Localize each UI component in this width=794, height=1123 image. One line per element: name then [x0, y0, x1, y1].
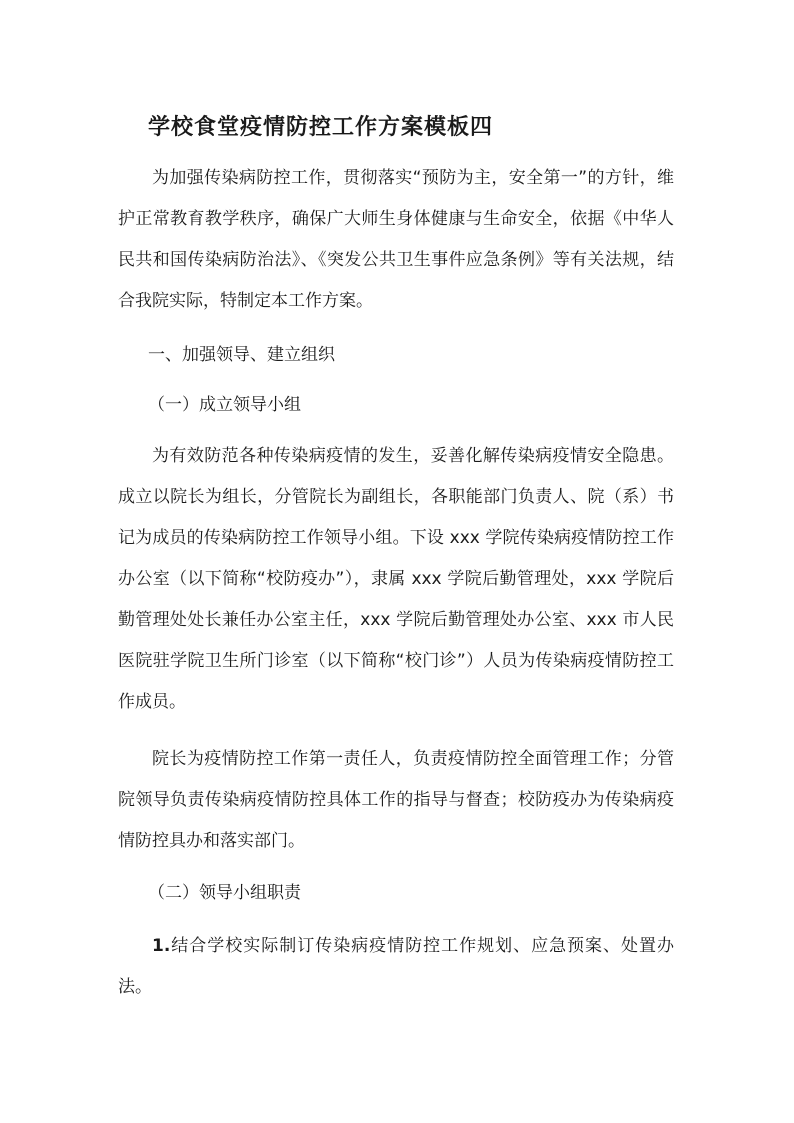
- list-item-number: 1.: [152, 936, 171, 956]
- leadership-group-paragraph: 为有效防范各种传染病疫情的发生，妥善化解传染病疫情安全隐患。成立以院长为组长，分管院长为副组长，各职能部门负责人、院（系）书记为成员的传染病防控工作领导小组。下设 xxx 学院传染病疫情防控工作办公室（以下简称“校防疫办”），隶属 xxx 学院后勤管理处，xxx 学院后勤管理处处长兼任办公室主任，xxx 学院后勤管理处办公室、xxx 市人民医院驻学院卫生所门诊室（以下简称“校门诊”）人员为传染病疫情防控工作成员。: [118, 446, 674, 712]
- subsection-heading-1: （一）成立领导小组: [148, 395, 301, 415]
- section-heading-1: 一、加强领导、建立组织: [148, 345, 335, 365]
- subsection-heading-2: （二）领导小组职责: [148, 883, 301, 903]
- responsibility-paragraph: 院长为疫情防控工作第一责任人，负责疫情防控全面管理工作；分管院领导负责传染病疫情防控具体工作的指导与督查；校防疫办为传染病疫情防控具办和落实部门。: [118, 749, 674, 851]
- list-item-1: [118, 926, 674, 1008]
- document-title: 学校食堂疫情防控工作方案模板四: [148, 114, 494, 140]
- intro-paragraph: 为加强传染病防控工作，贯彻落实“预防为主，安全第一”的方针，维护正常教育教学秩序，确保广大师生身体健康与生命安全，依据《中华人民共和国传染病防治法》、《突发公共卫生事件应急条例》等有关法规，结合我院实际，特制定本工作方案。: [118, 168, 674, 311]
- list-item-text: 结合学校实际制订传染病疫情防控工作规划、应急预案、处置办法。: [118, 936, 674, 997]
